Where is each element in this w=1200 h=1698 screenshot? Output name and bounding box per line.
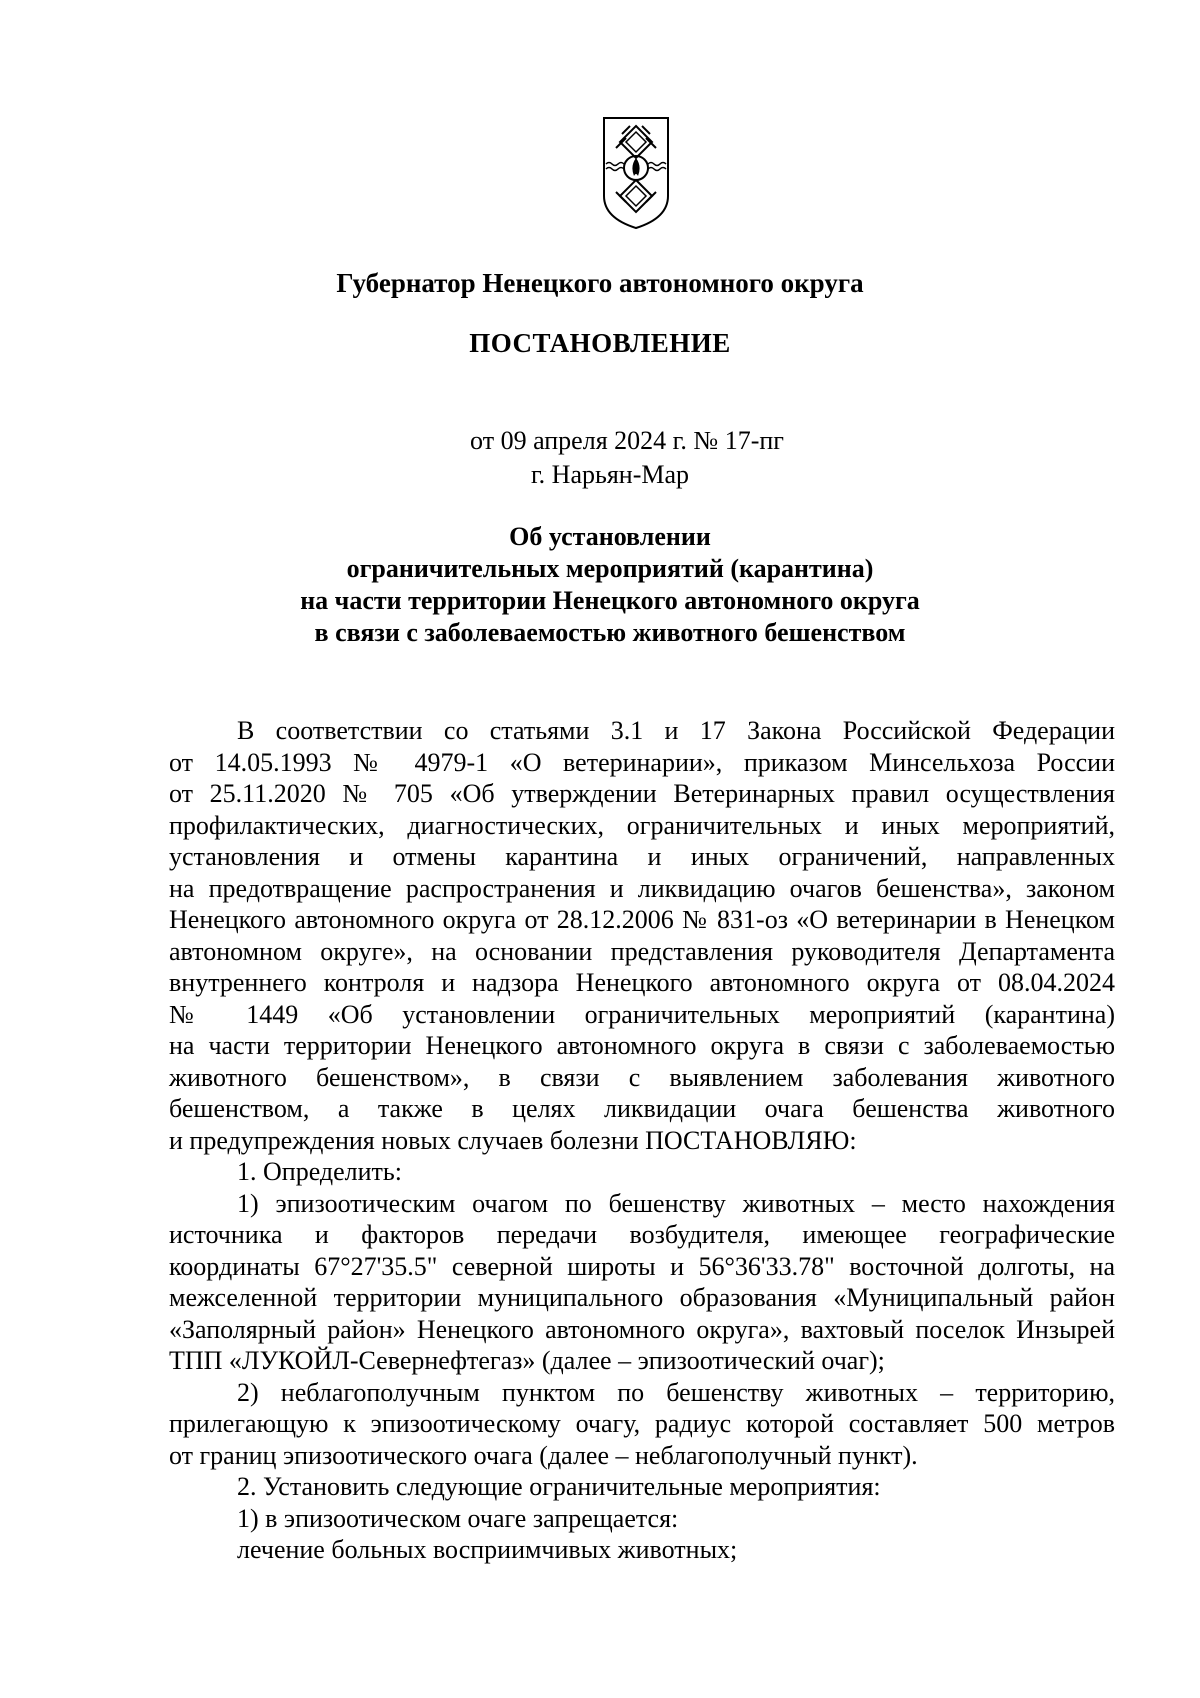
text-line: от 14.05.1993 № 4979-1 «О ветеринарии», приказом Минсельхоза России — [169, 747, 1115, 777]
item-2-1-title — [169, 1503, 1115, 1535]
text-line: В соответствии со статьями 3.1 и 17 Закона Российской Федерации — [237, 716, 1115, 745]
text-line: координаты 67°27'35.5" северной широты и 56°36'33.78" восточной долготы, на — [169, 1251, 1115, 1281]
text-line: профилактических, диагностических, ограничительных и иных мероприятий, — [169, 810, 1115, 840]
text-line: автономном округе», на основании представления руководителя Департамента — [169, 936, 1115, 966]
text-line: животного бешенством», в связи с выявлением заболевания животного — [169, 1062, 1115, 1092]
text-line: межселенной территории муниципального образования «Муниципальный район — [169, 1283, 1115, 1312]
coat-of-arms-icon — [600, 114, 672, 232]
text-line: и предупреждения новых случаев болезни ПОСТАНОВЛЯЮ: — [169, 1125, 857, 1155]
item-1-title — [169, 1156, 1115, 1188]
subject-line: на части территории Ненецкого автономного округа — [300, 586, 920, 615]
document-subject — [0, 521, 1200, 649]
item-2-1-a — [169, 1534, 1115, 1566]
text-line: бешенством, а также в целях ликвидации очага бешенства животного — [169, 1094, 1115, 1123]
text-line: прилегающую к эпизоотическому очагу, радиус которой составляет 500 метров — [169, 1409, 1115, 1438]
text-line: от границ эпизоотического очага (далее – неблагополучный пункт). — [169, 1440, 918, 1470]
preamble-paragraph — [169, 715, 1115, 1156]
governor-title: Губернатор Ненецкого автономного округа — [336, 268, 864, 298]
subject-line: ограничительных мероприятий (карантина) — [346, 554, 874, 583]
text-line: от 25.11.2020 № 705 «Об утверждении Ветеринарных правил осуществления — [169, 779, 1115, 808]
text-line: «Заполярный район» Ненецкого автономного округа», вахтовый поселок Инзырей — [169, 1314, 1115, 1344]
text-line: внутреннего контроля и надзора Ненецкого автономного округа от 08.04.2024 — [169, 968, 1115, 997]
text-line: 2. Установить следующие ограничительные мероприятия: — [237, 1472, 881, 1501]
text-line: № 1449 «Об установлении ограничительных мероприятий (карантина) — [169, 999, 1115, 1029]
subject-line: в связи с заболеваемостью животного бешенством — [314, 618, 906, 647]
text-line: Ненецкого автономного округа от 28.12.2006 № 831-оз «О ветеринарии в Ненецком — [169, 905, 1115, 934]
text-line: на части территории Ненецкого автономного округа в связи с заболеваемостью — [169, 1031, 1115, 1060]
item-2-title — [169, 1471, 1115, 1503]
text-line: установления и отмены карантина и иных ограничений, направленных — [169, 842, 1115, 871]
text-line: 2) неблагополучным пунктом по бешенству животных – территорию, — [237, 1377, 1115, 1407]
text-line: ТПП «ЛУКОЙЛ-Севернефтегаз» (далее – эпизоотический очаг); — [169, 1346, 885, 1375]
text-line: 1. Определить: — [237, 1157, 402, 1186]
document-place: г. Нарьян-Мар — [530, 460, 690, 489]
document-body — [169, 715, 1115, 1566]
text-line: источника и факторов передачи возбудителя, имеющее географические — [169, 1220, 1115, 1249]
text-line: лечение больных восприимчивых животных; — [237, 1535, 738, 1564]
text-line: 1) эпизоотическим очагом по бешенству животных – место нахождения — [237, 1188, 1115, 1218]
document-date-number: от 09 апреля 2024 г. № 17-пг — [470, 426, 784, 455]
document-type: ПОСТАНОВЛЕНИЕ — [469, 328, 731, 358]
item-1-2-paragraph — [169, 1377, 1115, 1472]
item-1-1-paragraph — [169, 1188, 1115, 1377]
subject-line: Об установлении — [509, 522, 711, 551]
text-line: 1) в эпизоотическом очаге запрещается: — [237, 1503, 679, 1533]
text-line: на предотвращение распространения и ликвидацию очагов бешенства», законом — [169, 873, 1115, 903]
